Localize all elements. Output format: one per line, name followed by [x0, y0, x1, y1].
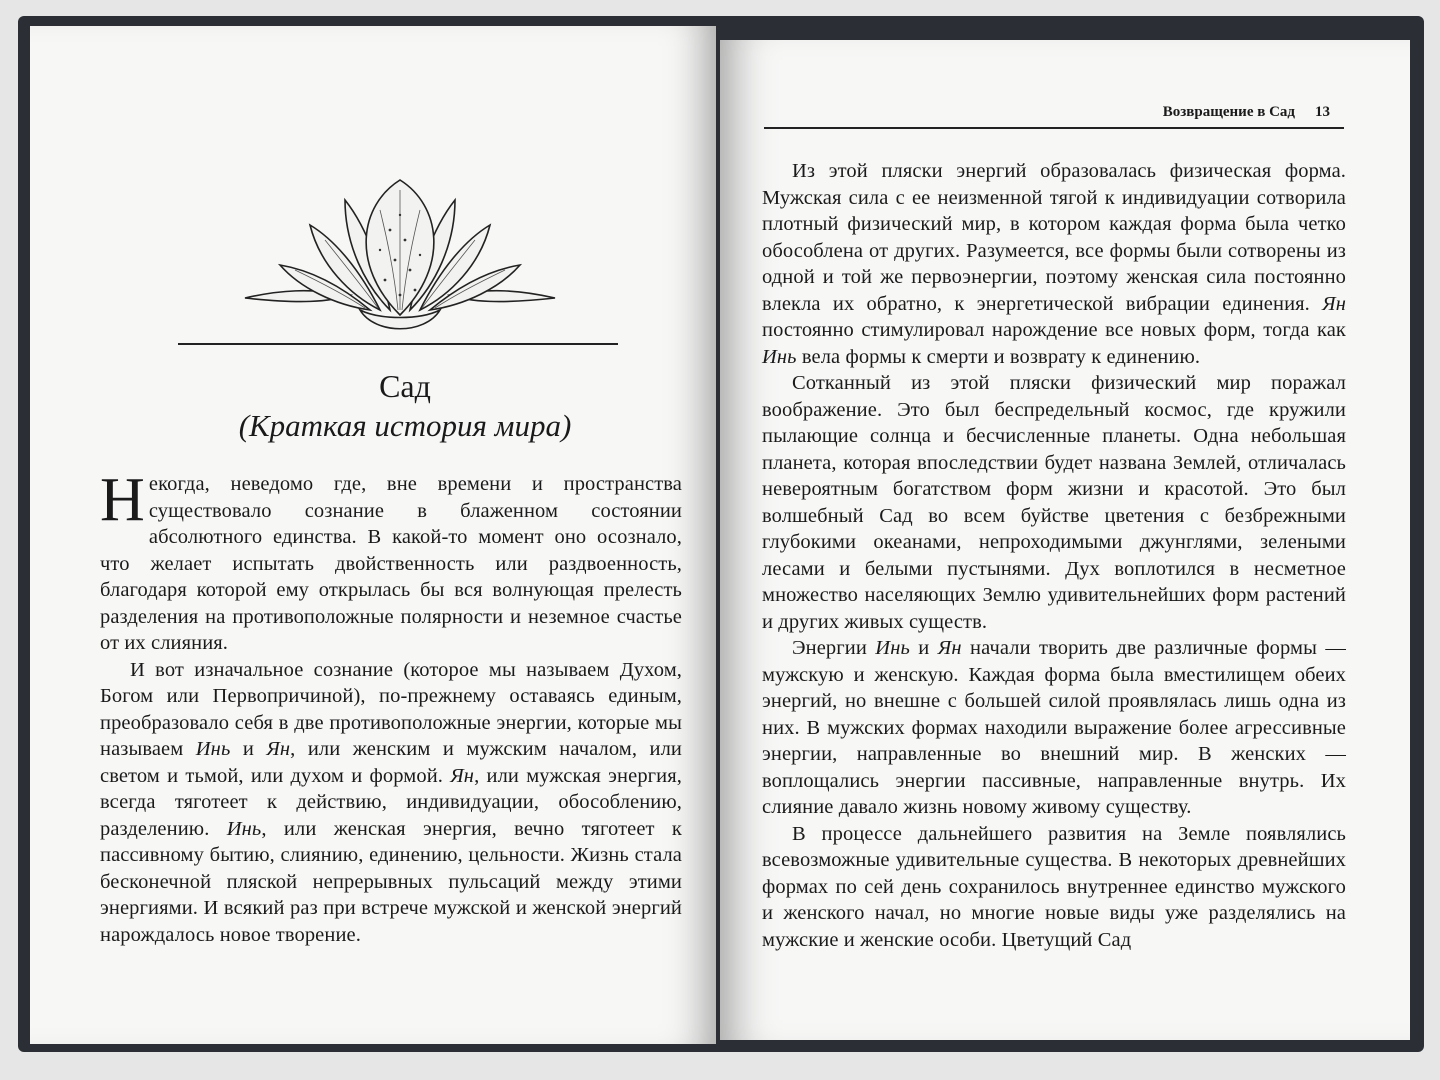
lotus-illustration-icon: [240, 170, 560, 350]
header-rule: [764, 127, 1344, 129]
chapter-title: Сад: [379, 368, 431, 404]
paragraph-text: И вот изначальное сознание (которое мы называем Духом, Богом или Первопричиной), по-прежнему оставаясь единым, преобразовало себя в две противоположные энергии, которые мы называем: [100, 658, 682, 760]
left-page-body: [100, 466, 683, 948]
italic-term: Ян: [937, 637, 962, 659]
italic-term: Ян: [1322, 292, 1346, 315]
paragraph: В процессе дальнейшего развития на Земле появлялись всевозможные удивительные существа. В некоторых древнейших формах по сей день сохранилось внутреннее единство мужского и женского начал, но многие новые виды уже разделялись на мужские и женские особи. Цветущий Сад: [762, 822, 1346, 951]
italic-term: Инь: [226, 817, 262, 840]
paragraph-text: и: [909, 637, 938, 659]
paragraph-text: Энергии: [792, 637, 876, 659]
italic-term: Инь: [875, 637, 910, 659]
paragraph-text: начали творить две различные формы — мужскую и женскую. Каждая форма была вместилищем обеих энергий, но внешне с большей силой проявлялась лишь одна из них. В мужских формах находили выражение более агрессивные энергии, направленные во внешний мир. В женских — воплощались энергии пассивные, направленные внутрь. Их слияние давало жизнь новому живому существу.: [762, 637, 1346, 818]
italic-term: Инь: [762, 345, 797, 368]
right-page-body: [762, 158, 1346, 953]
italic-term: Ян: [266, 738, 291, 760]
paragraph-text: , или женским и мужским началом, или светом и тьмой, или духом и формой.: [100, 738, 682, 787]
paragraph: [100, 466, 682, 657]
paragraph-text: и: [230, 738, 267, 760]
paragraph: [100, 657, 682, 949]
italic-term: Инь: [195, 738, 231, 760]
paragraph-text: екогда, неведомо где, вне времени и пространства существовало сознание в блаженном состоянии абсолютного единства. В какой-то момент оно осознало, что желает испытать двойственность или раздвоенность, благодаря которой ему открылась бы вся волнующая прелесть разделения на противоположные полярности и неземное счастье от их слияния.: [100, 473, 682, 654]
paragraph-text: , или мужская энергия, всегда тяготеет к действию, индивидуации, обособлению, разделению.: [100, 764, 683, 840]
italic-term: Ян: [450, 764, 475, 787]
paragraph-text: вела формы к смерти и возврату к единению.: [796, 345, 1201, 368]
paragraph-text: постоянно стимулировал нарождение все новых форм, тогда как: [762, 319, 1346, 341]
drop-cap: Н: [100, 466, 145, 534]
page-number: 13: [1315, 104, 1330, 120]
chapter-subtitle: (Краткая история мира): [238, 408, 572, 443]
paragraph: [762, 635, 1346, 821]
running-head-title: Возвращение в Сад: [1162, 104, 1295, 120]
paragraph-text: , или женская энергия, вечно тяготеет к пассивному бытию, слиянию, единению, цельности. Жизнь стала бесконечной пляской непрерывных пульсаций между этими энергиями. И всякий раз при встрече мужской и женской энергий нарождалось новое творение.: [100, 817, 682, 946]
paragraph: [762, 158, 1346, 370]
paragraph-text: Из этой пляски энергий образовалась физическая форма. Мужская сила с ее неизменной тягой к индивидуации сотворила плотный физический мир, в котором каждая форма была четко обособлена от других. Разумеется, все формы были сотворены из одной и той же первоэнергии, поэтому женская сила постоянно влекла их обратно, к энергетической вибрации единения.: [762, 160, 1346, 315]
paragraph: Сотканный из этой пляски физический мир поражал воображение. Это был беспредельный космос, где кружили пылающие солнца и бесчисленные планеты. Одна небольшая планета, которая впоследствии будет названа Землей, отличалась невероятным богатством форм жизни и красотой. Это был волшебный Сад во всем буйстве цветения с безбрежными глубокими океанами, непроходимыми джунглями, зелеными лесами и белыми пустынями. Дух воплотился в несметное множество населяющих Землю удивительнейших форм растений и других живых существ.: [762, 372, 1346, 633]
chapter-rule: [178, 343, 618, 345]
